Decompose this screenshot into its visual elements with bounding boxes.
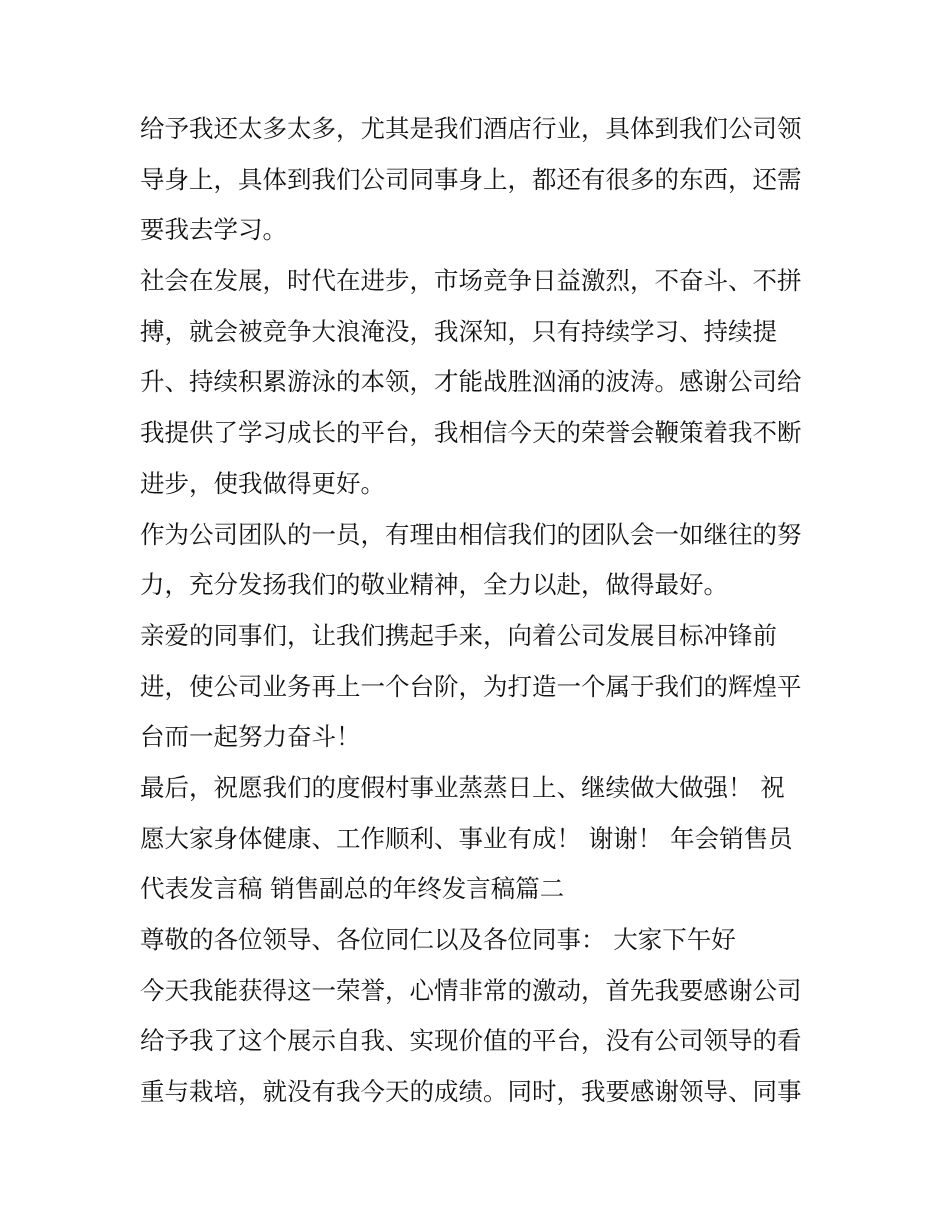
text-line-14: 最后，祝愿我们的度假村事业蒸蒸日上、继续做大做强！ 祝 — [140, 772, 785, 802]
text-line-11: 亲爱的同事们，让我们携起手来，向着公司发展目标冲锋前 — [140, 620, 777, 650]
text-line-19: 给予我了这个展示自我、实现价值的平台，没有公司领导的看 — [140, 1026, 802, 1056]
text-line-18: 今天我能获得这一荣誉，心情非常的激动，首先我要感谢公司 — [140, 975, 802, 1005]
text-line-16: 代表发言稿 销售副总的年终发言稿篇二 — [140, 874, 565, 904]
text-line-5: 搏，就会被竞争大浪淹没，我深知，只有持续学习、持续提 — [140, 316, 777, 346]
text-line-13: 台而一起努力奋斗！ — [140, 722, 361, 752]
text-line-3: 要我去学习。 — [140, 215, 287, 245]
text-line-15: 愿大家身体健康、工作顺利、事业有成！ 谢谢！ 年会销售员 — [140, 823, 793, 853]
text-line-17: 尊敬的各位领导、各位同仁以及各位同事： 大家下午好 — [140, 925, 736, 954]
text-line-12: 进，使公司业务再上一个台阶，为打造一个属于我们的辉煌平 — [140, 671, 802, 701]
text-line-7: 我提供了学习成长的平台，我相信今天的荣誉会鞭策着我不断 — [140, 418, 802, 448]
text-line-6: 升、持续积累游泳的本领，才能战胜汹涌的波涛。感谢公司给 — [140, 367, 802, 397]
text-line-8: 进步，使我做得更好。 — [140, 468, 385, 498]
document-body-text — [140, 104, 820, 1118]
text-line-20: 重与栽培，就没有我今天的成绩。同时，我要感谢领导、同事 — [140, 1077, 802, 1107]
text-line-9: 作为公司团队的一员，有理由相信我们的团队会一如继往的努 — [140, 519, 802, 549]
text-line-4: 社会在发展，时代在进步，市场竞争日益激烈，不奋斗、不拼 — [140, 266, 802, 296]
text-line-1: 给予我还太多太多，尤其是我们酒店行业，具体到我们公司领 — [140, 114, 802, 143]
text-line-2: 导身上，具体到我们公司同事身上，都还有很多的东西，还需 — [140, 164, 802, 194]
text-line-10: 力，充分发扬我们的敬业精神，全力以赴，做得最好。 — [140, 570, 728, 600]
